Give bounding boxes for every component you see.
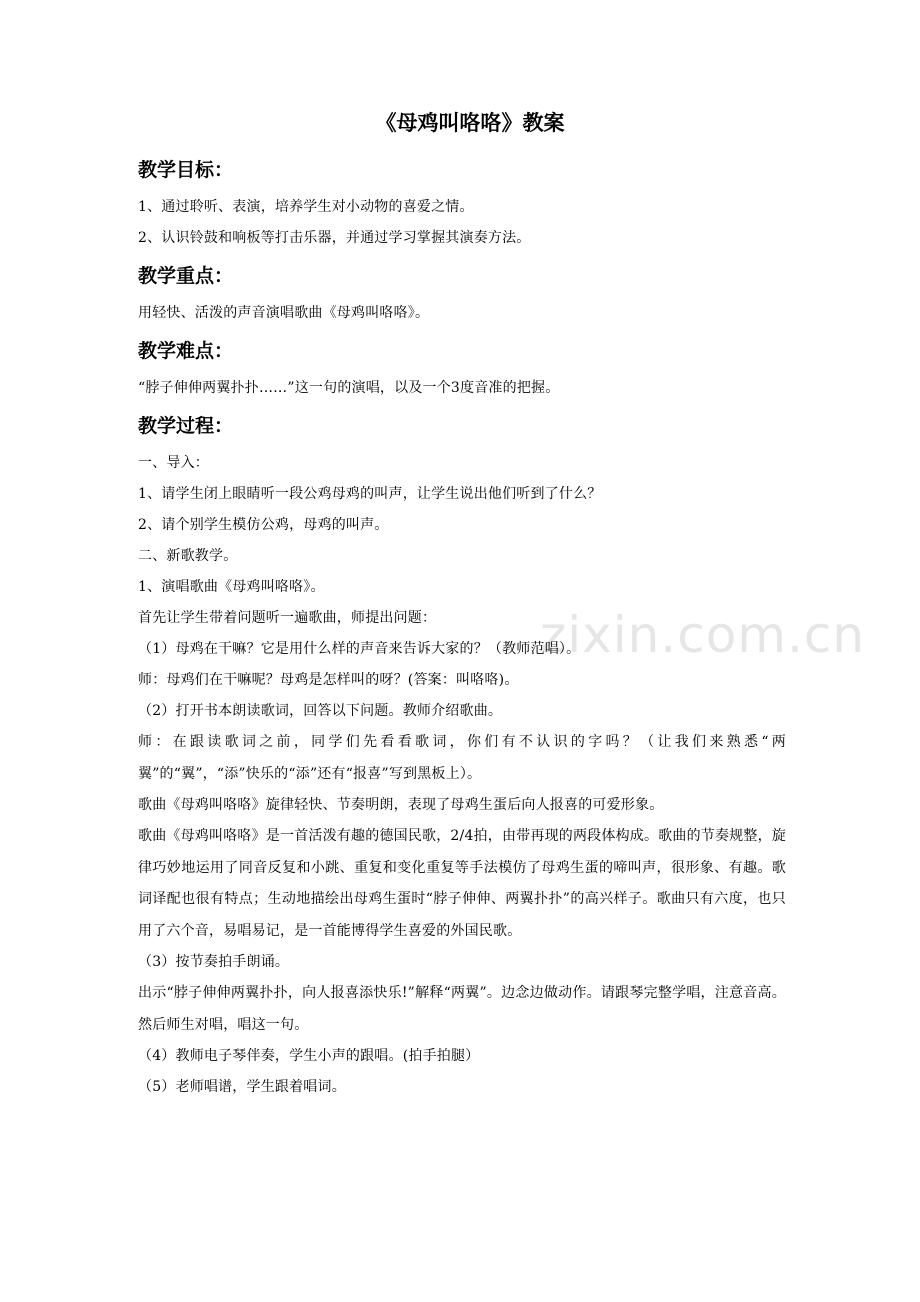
process-line: （2）打开书本朗读歌词，回答以下问题。教师介绍歌曲。 bbox=[138, 703, 503, 719]
process-line: 1、演唱歌曲《母鸡叫咯咯》。 bbox=[138, 579, 325, 595]
document-body bbox=[138, 108, 786, 1111]
document-title: 《母鸡叫咯咯》教案 bbox=[375, 111, 565, 135]
process-line: 1、请学生闭上眼睛听一段公鸡母鸡的叫声，让学生说出他们听到了什么？ bbox=[138, 486, 602, 502]
goal-line: 2、认识铃鼓和响板等打击乐器，并通过学习掌握其演奏方法。 bbox=[138, 230, 531, 246]
watermark: zixin.com.cn bbox=[540, 606, 866, 664]
section-focus bbox=[138, 298, 786, 329]
process-line: 出示“脖子伸伸两翼扑扑，向人报喜添快乐!”解释“两翼”。边念边做动作。请跟琴完整学唱，注意音高。然后师生对唱，唱这一句。 bbox=[138, 985, 786, 1033]
process-line: 歌曲《母鸡叫咯咯》旋律轻快、节奏明朗，表现了母鸡生蛋后向人报喜的可爱形象。 bbox=[138, 797, 664, 813]
process-line: 首先让学生带着问题听一遍歌曲，师提出问题： bbox=[138, 610, 437, 626]
section-heading-difficulty: 教学难点： bbox=[138, 340, 234, 362]
process-line: 师：母鸡们在干嘛呢？母鸡是怎样叫的呀？(答案：叫咯咯)。 bbox=[138, 672, 519, 688]
goal-line: 1、通过聆听、表演，培养学生对小动物的喜爱之情。 bbox=[138, 199, 474, 215]
process-line: 二、新歌教学。 bbox=[138, 548, 238, 564]
focus-line: 用轻快、活泼的声音演唱歌曲《母鸡叫咯咯》。 bbox=[138, 305, 430, 321]
section-difficulty bbox=[138, 373, 786, 404]
section-process bbox=[138, 448, 786, 1103]
process-line: 师：在跟读歌词之前，同学们先看看歌词，你们有不认识的字吗？（让我们来熟悉“两翼”的“翼”，“添”快乐的“添”还有“报喜”写到黑板上）。 bbox=[138, 734, 786, 782]
process-line: 2、请个别学生模仿公鸡，母鸡的叫声。 bbox=[138, 517, 389, 533]
section-heading-focus: 教学重点： bbox=[138, 265, 234, 287]
process-line: （5）老师唱谱，学生跟着唱词。 bbox=[138, 1079, 346, 1095]
section-goals bbox=[138, 192, 786, 254]
section-heading-goals: 教学目标： bbox=[138, 159, 234, 181]
process-line: 一、导入： bbox=[138, 455, 209, 471]
process-line: （3）按节奏拍手朗诵。 bbox=[138, 954, 290, 970]
process-line: （1）母鸡在干嘛？它是用什么样的声音来告诉大家的？（教师范唱）。 bbox=[138, 641, 581, 657]
process-line: 歌曲《母鸡叫咯咯》是一首活泼有趣的德国民歌，2/4拍，由带再现的两段体构成。歌曲的节奏规整，旋律巧妙地运用了同音反复和小跳、重复和变化重复等手法模仿了母鸡生蛋的啼叫声，很形象、有趣。歌词译配也很有特点；生动地描绘出母鸡生蛋时“脖子伸伸、两翼扑扑”的高兴样子。歌曲只有六度，也只用了六个音，易唱易记，是一首能博得学生喜爱的外国民歌。 bbox=[138, 828, 786, 939]
section-heading-process: 教学过程： bbox=[138, 415, 234, 437]
process-line: （4）教师电子琴伴奏，学生小声的跟唱。(拍手拍腿） bbox=[138, 1048, 480, 1064]
difficulty-line: “脖子伸伸两翼扑扑……”这一句的演唱，以及一个3度音准的把握。 bbox=[138, 380, 560, 396]
